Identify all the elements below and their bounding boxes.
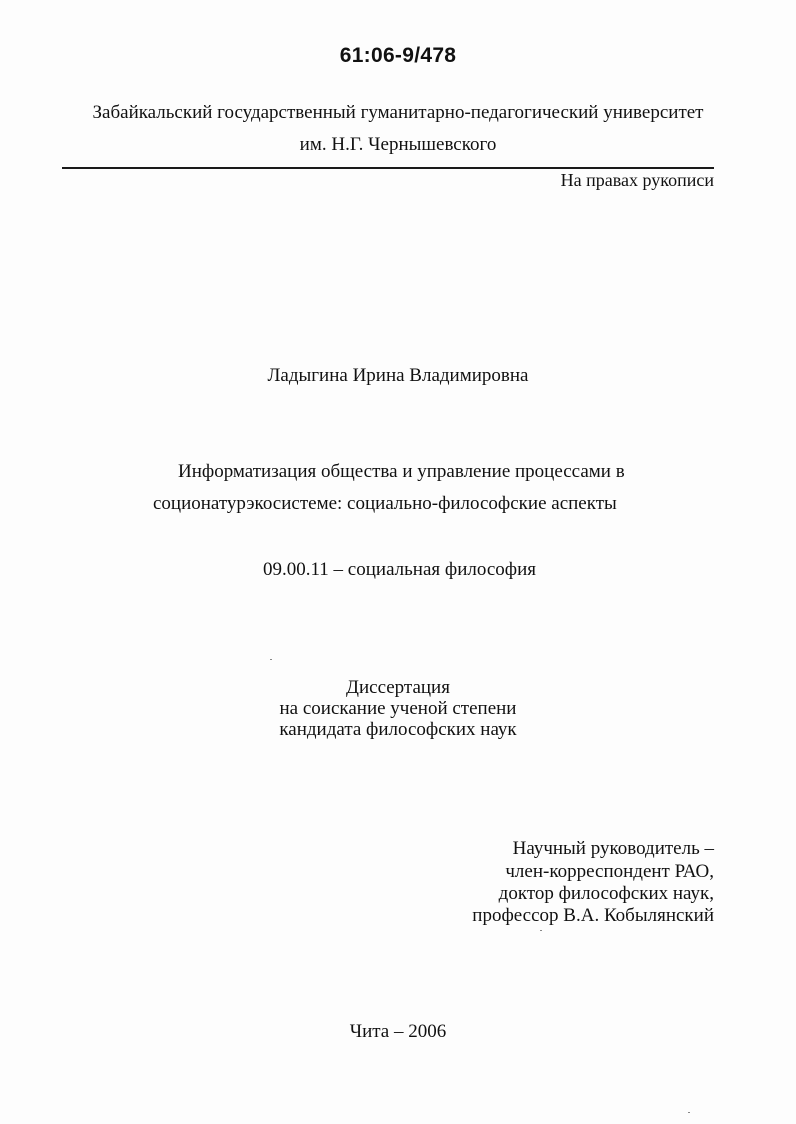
advisor-name: профессор В.А. Кобылянский	[472, 905, 714, 926]
scan-speck	[540, 930, 542, 931]
degree-name: кандидата философских наук	[279, 719, 517, 740]
header-divider	[62, 167, 714, 169]
archive-code: 61:06-9/478	[339, 44, 457, 67]
scan-speck	[688, 1112, 690, 1113]
advisor-title-1: член-корреспондент РАО,	[505, 861, 714, 882]
university-named-after: им. Н.Г. Чернышевского	[299, 134, 497, 155]
university-name: Забайкальский государственный гуманитарно-педагогический университет	[92, 102, 704, 123]
author-name: Ладыгина Ирина Владимировна	[267, 365, 529, 386]
advisor-title-2: доктор философских наук,	[498, 883, 714, 904]
thesis-title-line-2: соционатурэкосистеме: социально-философские аспекты	[153, 493, 617, 514]
dissertation-label: Диссертация	[346, 677, 450, 698]
specialty-code: 09.00.11 – социальная философия	[263, 559, 536, 580]
thesis-title-line-1: Информатизация общества и управление процессами в	[178, 461, 625, 482]
manuscript-rights-note: На правах рукописи	[560, 170, 714, 190]
city-year: Чита – 2006	[349, 1021, 447, 1042]
degree-purpose: на соискание ученой степени	[279, 698, 517, 719]
advisor-heading: Научный руководитель –	[512, 838, 714, 859]
scan-speck	[270, 659, 272, 660]
